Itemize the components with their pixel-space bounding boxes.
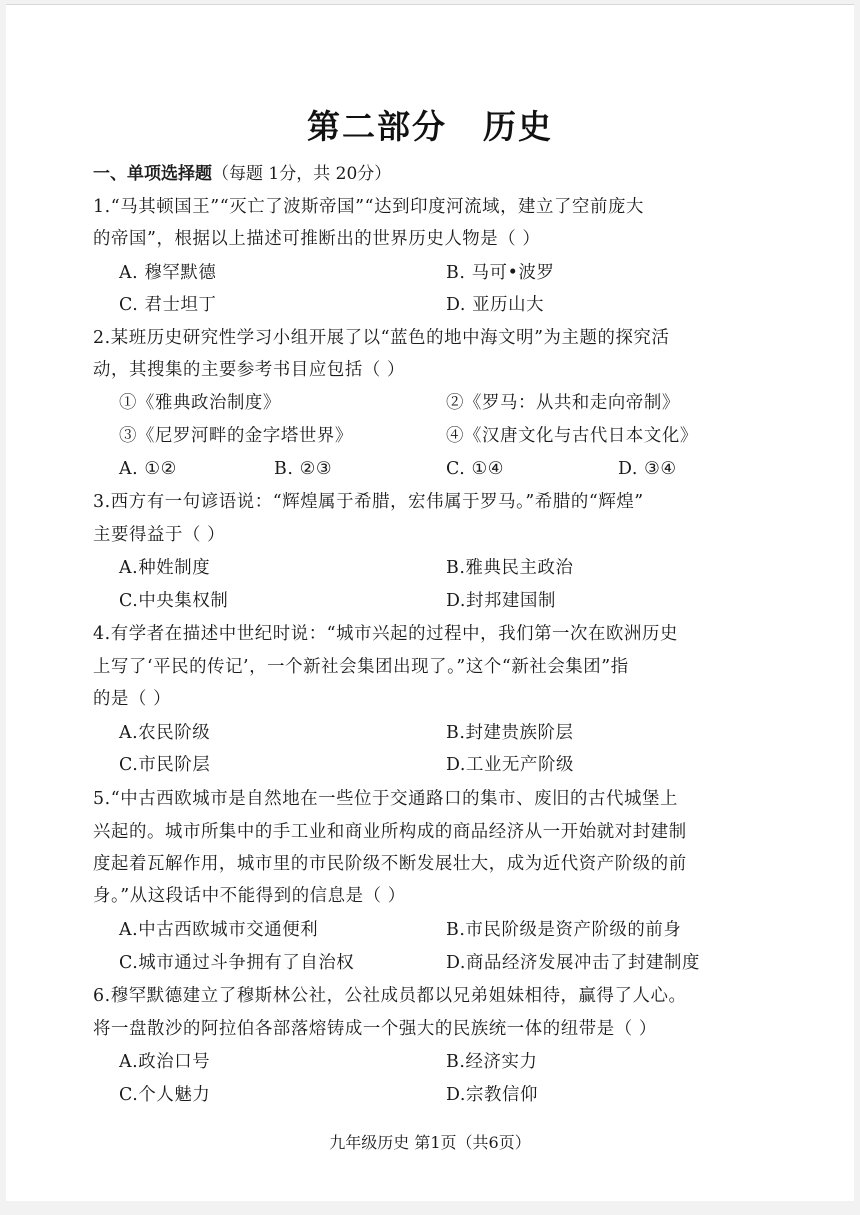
question-2-option-d: D. ③④ <box>618 459 677 479</box>
question-3-option-c: C.中央集权制 <box>119 591 229 611</box>
question-5-option-c: C.城市通过斗争拥有了自治权 <box>119 953 355 973</box>
question-4-line-3: 的是（ ） <box>93 689 172 709</box>
question-6-option-a: A.政治口号 <box>119 1052 211 1072</box>
question-1-option-d: D. 亚历山大 <box>446 295 545 315</box>
question-2-option-b: B. ②③ <box>274 459 333 479</box>
section-heading-note: （每题 1分，共 20分） <box>212 164 392 184</box>
question-5-line-4: 身。”从这段话中不能得到的信息是（ ） <box>93 886 406 906</box>
question-1-option-a: A. 穆罕默德 <box>119 263 217 283</box>
question-1-option-b: B. 马可•波罗 <box>446 263 555 283</box>
question-2-option-a: A. ①② <box>119 459 177 479</box>
question-6-line-1: 6.穆罕默德建立了穆斯林公社，公社成员都以兄弟姐妹相待，赢得了人心。 <box>93 986 687 1006</box>
page-title-subject: 历史 <box>483 107 553 146</box>
question-3-option-b: B.雅典民主政治 <box>446 558 574 578</box>
section-heading-title: 一、单项选择题 <box>93 164 212 184</box>
question-3-option-d: D.封邦建国制 <box>446 591 557 611</box>
section-heading <box>93 163 391 185</box>
question-3-option-a: A.种姓制度 <box>119 558 211 578</box>
question-4-option-d: D.工业无产阶级 <box>446 755 574 775</box>
question-3-line-1: 3.西方有一句谚语说：“辉煌属于希腊，宏伟属于罗马。”希腊的“辉煌” <box>93 492 644 512</box>
question-2-book-1: ①《雅典政治制度》 <box>119 393 281 413</box>
question-5-option-a: A.中古西欧城市交通便利 <box>119 920 319 940</box>
question-4-line-1: 4.有学者在描述中世纪时说：“城市兴起的过程中，我们第一次在欧洲历史 <box>93 624 678 644</box>
question-6-option-d: D.宗教信仰 <box>446 1085 539 1105</box>
question-1-line-2: 的帝国”，根据以上描述可推断出的世界历史人物是（ ） <box>93 229 541 249</box>
question-5-line-2: 兴起的。城市所集中的手工业和商业所构成的商品经济从一开始就对封建制 <box>93 822 687 842</box>
page-title <box>6 101 854 148</box>
question-2-line-1: 2.某班历史研究性学习小组开展了以“蓝色的地中海文明”为主题的探究活 <box>93 328 670 348</box>
question-2-option-c: C. ①④ <box>446 459 504 479</box>
question-5-line-1: 5.“中古西欧城市是自然地在一些位于交通路口的集市、废旧的古代城堡上 <box>93 789 678 809</box>
question-5-option-d: D.商品经济发展冲击了封建制度 <box>446 953 700 973</box>
question-3-line-2: 主要得益于（ ） <box>93 525 226 545</box>
question-5-line-3: 度起着瓦解作用，城市里的市民阶级不断发展壮大，成为近代资产阶级的前 <box>93 854 687 874</box>
question-4-option-c: C.市民阶层 <box>119 755 211 775</box>
question-1-option-c: C. 君士坦丁 <box>119 295 217 315</box>
question-2-book-4: ④《汉唐文化与古代日本文化》 <box>446 426 698 446</box>
question-4-line-2: 上写了‘平民的传记’，一个新社会集团出现了。”这个“新社会集团”指 <box>93 657 629 677</box>
question-6-option-c: C.个人魅力 <box>119 1085 211 1105</box>
exam-page <box>6 4 854 1201</box>
question-6-line-2: 将一盘散沙的阿拉伯各部落熔铸成一个强大的民族统一体的纽带是（ ） <box>93 1019 657 1039</box>
question-2-line-2: 动，其搜集的主要参考书目应包括（ ） <box>93 360 405 380</box>
question-5-option-b: B.市民阶级是资产阶级的前身 <box>446 920 682 940</box>
question-4-option-b: B.封建贵族阶层 <box>446 723 574 743</box>
page-title-part: 第二部分 <box>307 107 447 146</box>
question-4-option-a: A.农民阶级 <box>119 723 211 743</box>
question-2-book-2: ②《罗马：从共和走向帝制》 <box>446 393 680 413</box>
question-1-line-1: 1.“马其顿国王”“灭亡了波斯帝国”“达到印度河流域，建立了空前庞大 <box>93 197 644 217</box>
question-2-book-3: ③《尼罗河畔的金字塔世界》 <box>119 426 353 446</box>
question-6-option-b: B.经济实力 <box>446 1052 538 1072</box>
page-footer: 九年级历史 第1页（共6页） <box>329 1133 531 1152</box>
